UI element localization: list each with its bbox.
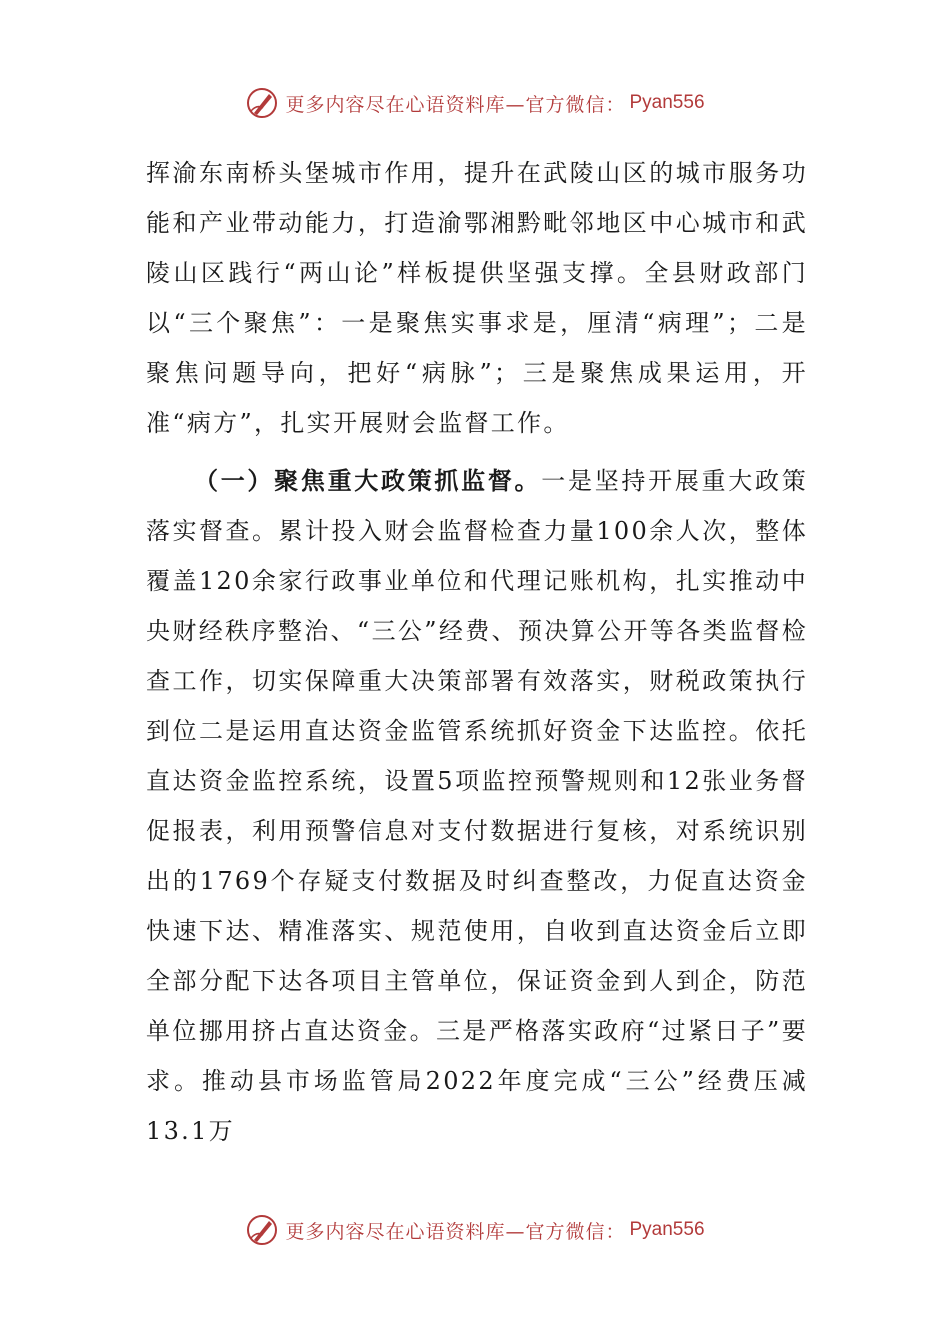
paragraph-2 xyxy=(146,456,808,1156)
watermark-header xyxy=(0,83,950,123)
watermark-wechat-id: Pyan556 xyxy=(629,92,705,113)
quill-pen-logo-icon xyxy=(245,86,279,120)
section-heading: （一）聚焦重大政策抓监督。 xyxy=(194,466,542,495)
watermark-text: 更多内容尽在心语资料库—官方微信： xyxy=(285,93,626,116)
quill-pen-logo-icon xyxy=(245,1213,279,1247)
paragraph-2-body: 一是坚持开展重大政策落实督查。累计投入财会监督检查力量100余人次，整体覆盖120余家行政事业单位和代理记账机构，扎实推动中央财经秩序整治、“三公”经费、预决算公开等各类监督检查工作，切实保障重大决策部署有效落实，财税政策执行到位二是运用直达资金监管系统抓好资金下达监控。依托直达资金监控系统，设置5项监控预警规则和12张业务督促报表，利用预警信息对支付数据进行复核，对系统识别出的1769个存疑支付数据及时纠查整改，力促直达资金快速下达、精准落实、规范使用，自收到直达资金后立即全部分配下达各项目主管单位，保证资金到人到企，防范单位挪用挤占直达资金。三是严格落实政府“过紧日子”要求。推动县市场监管局2022年度完成“三公”经费压减13.1万 xyxy=(146,467,809,1145)
paragraph-1: 挥渝东南桥头堡城市作用，提升在武陵山区的城市服务功能和产业带动能力，打造渝鄂湘黔毗邻地区中心城市和武陵山区践行“两山论”样板提供坚强支撑。全县财政部门以“三个聚焦”：一是聚焦实事求是，厘清“病理”；二是聚焦问题导向，把好“病脉”；三是聚焦成果运用，开准“病方”，扎实开展财会监督工作。 xyxy=(146,159,808,437)
watermark-wechat-id: Pyan556 xyxy=(629,1219,705,1240)
document-body xyxy=(146,148,808,1156)
watermark-footer xyxy=(0,1210,950,1250)
watermark-text: 更多内容尽在心语资料库—官方微信： xyxy=(285,1220,626,1243)
